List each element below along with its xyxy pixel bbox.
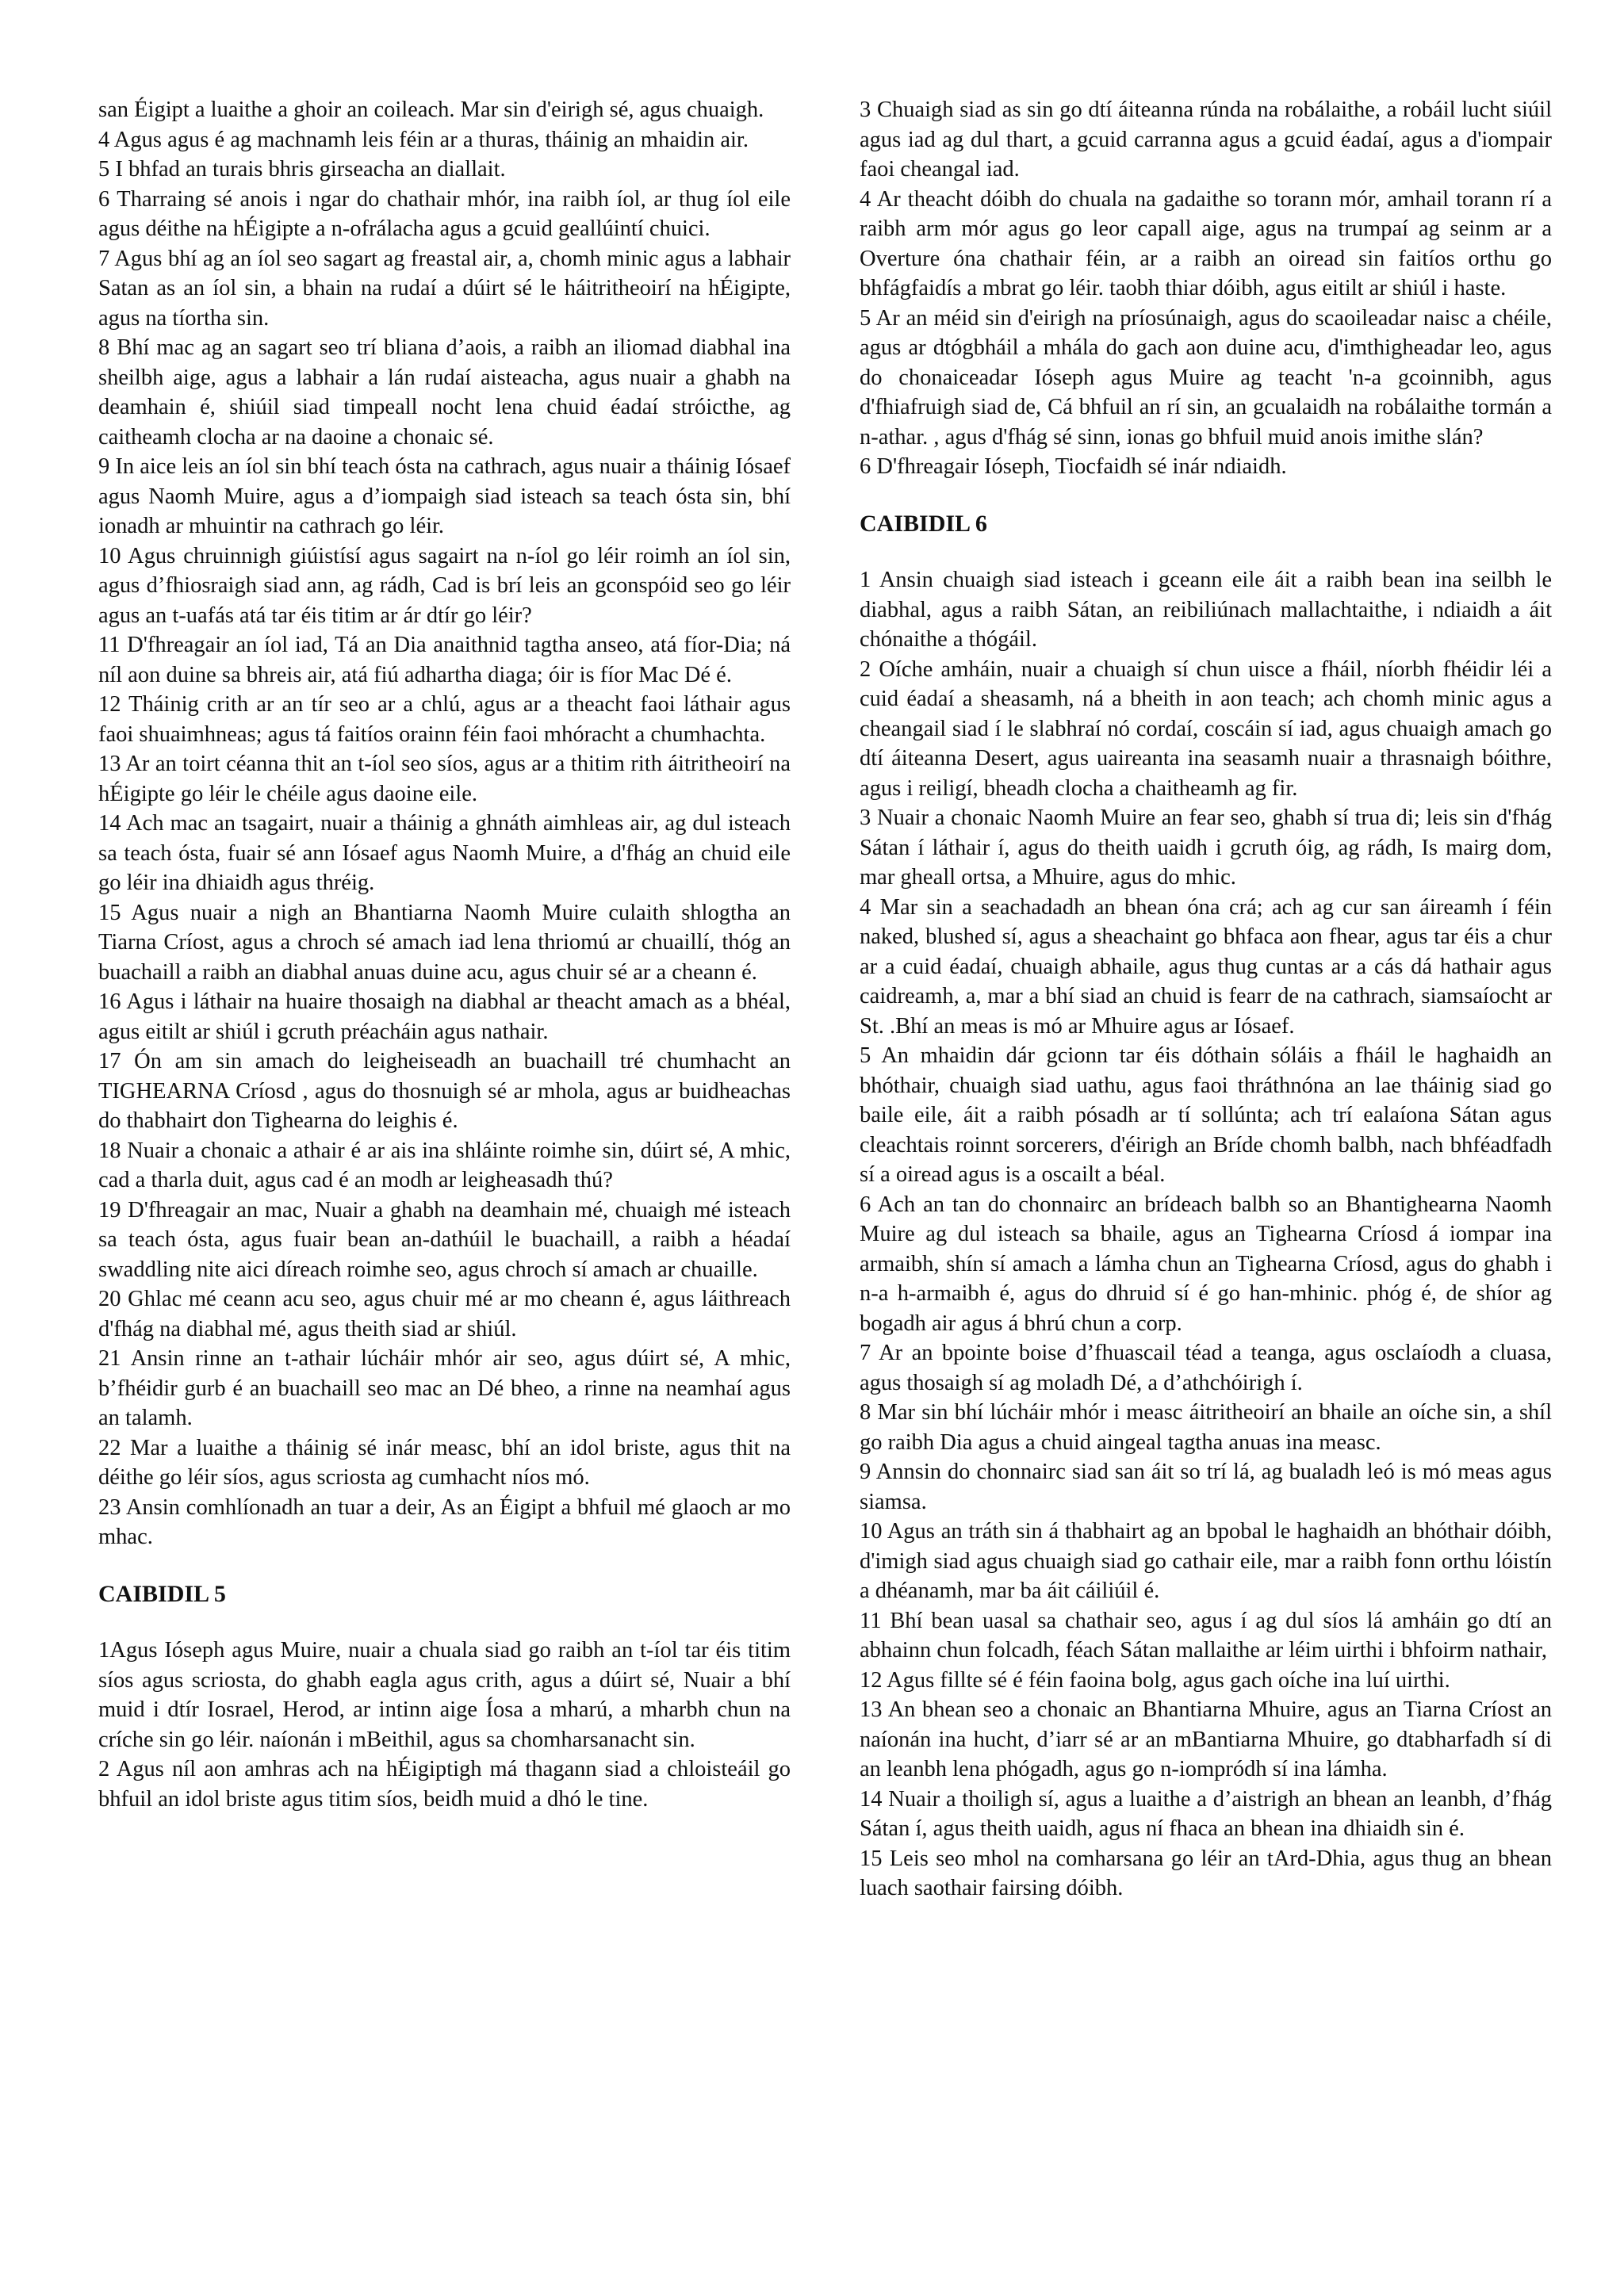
verse-paragraph: 5 I bhfad an turais bhris girseacha an diallait. — [98, 157, 506, 182]
verse-paragraph: 14 Nuair a thoiligh sí, agus a luaithe a d’aistrigh an bhean an leanbh, d’fhág Sátan í, agus theith uaidh, agus ní fhaca an bhean ina dhiaidh sin é. — [860, 1786, 1552, 1841]
chapter-heading-5: CAIBIDIL 5 — [98, 1580, 226, 1607]
verse-paragraph: 1 Ansin chuaigh siad isteach i gceann eile áit a raibh bean ina seilbh le diabhal, agus a raibh Sátan, an reibiliúnach mallachtaithe, i ndiaidh a áit chónaithe a thógáil. — [860, 568, 1552, 652]
verse-paragraph: 21 Ansin rinne an t-athair lúcháir mhór air seo, agus dúirt sé, A mhic, b’fhéidir gurb é an buachaill seo mac an Dé bheo, a rinne na neamhaí agus an talamh. — [98, 1346, 791, 1430]
verse-paragraph: 10 Agus chruinnigh giúistísí agus sagairt na n-íol go léir roimh an íol sin, agus d’fhiosraigh siad ann, ag rádh, Cad is brí leis an gconspóid seo go léir agus an t-uafás atá tar éis titim ar ár dtír go léir? — [98, 543, 791, 628]
verse-paragraph: 9 Annsin do chonnairc siad san áit so trí lá, ag bualadh leó is mó meas agus siamsa. — [860, 1460, 1552, 1514]
verse-paragraph: 3 Chuaigh siad as sin go dtí áiteanna rúnda na robálaithe, a robáil lucht siúil agus iad ag dul thart, a gcuid carranna agus a gcuid éadaí, agus a d'iompair faoi cheangal iad. — [860, 98, 1552, 182]
verse-paragraph: 15 Agus nuair a nigh an Bhantiarna Naomh Muire culaith shlogtha an Tiarna Críost, agus a chroch sé amach iad lena thriomú ar chuaillí, thóg an buachaill a raibh an diabhal anuas duine acu, agus chuir sé ar a cheann é. — [98, 900, 791, 985]
verse-paragraph: 12 Tháinig crith ar an tír seo ar a chlú, agus ar a theacht faoi láthair agus faoi shuaimhneas; agus tá faitíos orainn féin faoi mhóracht a chumhachta. — [98, 692, 791, 747]
verse-paragraph: 2 Oíche amháin, nuair a chuaigh sí chun uisce a fháil, níorbh fhéidir léi a cuid éadaí a sheasamh, ná a bheith in aon teach; ach chomh minic agus a cheangail siad í le slabhraí nó cordaí, coscáin sí iad, agus chuaigh amach go dtí áiteanna Desert, agus uaireanta ina seasamh nuair a thrasnaigh bóithre, agus i reiligí, bheadh clocha a chaitheamh ag fir. — [860, 656, 1552, 801]
verse-paragraph: 15 Leis seo mhol na comharsana go léir an tArd-Dhia, agus thug an bhean luach saothair fairsing dóibh. — [860, 1846, 1552, 1900]
verse-paragraph: 4 Mar sin a seachadadh an bhean óna crá; ach ag cur san áireamh í féin naked, blushed sí, agus a sheachaint go bhfaca aon fhear, agus tar éis a chur ar a cuid éadaí, chuaigh abhaile, agus thug cuntas ar a cás dá hathair agus caidreamh, a, mar a bhí siad an chuid is fearr de na cathrach, siamsaíocht ar St. .Bhí an meas is mó ar Mhuire agus ar Iósaef. — [860, 894, 1552, 1039]
verse-paragraph: san Éigipt a luaithe a ghoir an coileach. Mar sin d'eirigh sé, agus chuaigh. — [98, 98, 764, 122]
verse-paragraph: 6 Ach an tan do chonnairc an brídeach balbh so an Bhantighearna Naomh Muire ag dul isteach sa bhaile, agus an Tighearna Críosd á iompar ina armaibh, shín sí amach a lámha chun an Tighearna Críosd, agus do ghabh i n-a h-armaibh é, agus do dhruid sí é go han-mhinic. phóg é, de shíor ag bogadh air agus á bhrú chun a corp. — [860, 1192, 1552, 1336]
verse-paragraph: 5 Ar an méid sin d'eirigh na príosúnaigh, agus do scaoileadar naisc a chéile, agus ar dtógbháil a mhála do gach aon duine acu, d'imthigheadar leo, agus do chonaiceadar Ióseph agus Muire ag teacht 'n-a gcoinnibh, agus d'fhiafruigh siad de, Cá bhfuil an rí sin, an gcualaidh na robálaithe tormán a n-athar. , agus d'fhág sé sinn, ionas go bhfuil muid anois imithe slán? — [860, 305, 1552, 450]
verse-paragraph: 7 Ar an bpointe boise d’fhuascail téad a teanga, agus osclaíodh a cluasa, agus thosaigh sí ag moladh Dé, a d’athchóirigh í. — [860, 1341, 1552, 1395]
right-column-top-text — [860, 95, 1552, 482]
verse-paragraph: 10 Agus an tráth sin á thabhairt ag an bpobal le haghaidh an bhóthair dóibh, d'imigh siad agus chuaigh siad go cathair eile, mar a raibh fonn orthu lóistín a dhéanamh, mar ba áit cáiliúil é. — [860, 1519, 1552, 1603]
verse-paragraph: 22 Mar a luaithe a tháinig sé inár measc, bhí an idol briste, agus thit na déithe go léir síos, agus scriosta ag cumhacht níos mó. — [98, 1435, 791, 1490]
verse-paragraph: 16 Agus i láthair na huaire thosaigh na diabhal ar theacht amach as a bhéal, agus eitilt ar shiúl i gcruth préacháin agus nathair. — [98, 989, 791, 1044]
verse-paragraph: 13 Ar an toirt céanna thit an t-íol seo síos, agus ar a thitim rith áitritheoirí na hÉigipte go léir le chéile agus daoine eile. — [98, 752, 791, 806]
verse-paragraph: 4 Agus agus é ag machnamh leis féin ar a thuras, tháinig an mhaidin air. — [98, 127, 749, 152]
verse-paragraph: 7 Agus bhí ag an íol seo sagart ag freastal air, a, chomh minic agus a labhair Satan as an íol sin, a bhain na rudaí a dúirt sé le háitritheoirí na hÉigipte, agus na tíortha sin. — [98, 246, 791, 331]
left-column-bottom-text — [98, 1636, 791, 1814]
right-column-bottom-text — [860, 565, 1552, 1904]
verse-paragraph: 9 In aice leis an íol sin bhí teach ósta na cathrach, agus nuair a tháinig Iósaef agus Naomh Muire, agus a d’iompaigh siad isteach sa teach ósta sin, bhí ionadh ar mhuintir na cathrach go léir. — [98, 454, 791, 538]
verse-paragraph: 6 D'fhreagair Ióseph, Tiocfaidh sé inár ndiaidh. — [860, 454, 1287, 479]
verse-paragraph: 18 Nuair a chonaic a athair é ar ais ina shláinte roimhe sin, dúirt sé, A mhic, cad a tharla duit, agus cad é an modh ar leigheasadh thú? — [98, 1138, 791, 1192]
verse-paragraph: 3 Nuair a chonaic Naomh Muire an fear seo, ghabh sí trua di; leis sin d'fhág Sátan í láthair í, agus do theith uaidh i gcruth óig, ag rádh, Is mairg dom, mar gheall ortsa, a Mhuire, agus do mhic. — [860, 806, 1552, 890]
verse-paragraph: 17 Ón am sin amach do leigheiseadh an buachaill tré chumhacht an TIGHEARNA Críosd , agus do thosnuigh sé ar mhola, agus ar buidheachas do thabhairt don Tighearna do leighis é. — [98, 1049, 791, 1133]
verse-paragraph: 4 Ar theacht dóibh do chuala na gadaithe so torann mór, amhail torann rí a raibh arm mór agus go leor capall aige, agus na trumpaí ag seinm ar a Overture óna chathair féin, ar a raibh an oiread sin faitíos orthu go bhfágfaidís a mbrat go léir. taobh thiar dóibh, agus eitilt ar shiúl i haste. — [860, 186, 1552, 300]
left-column-top-text — [98, 95, 791, 1552]
verse-paragraph: 12 Agus fillte sé é féin faoina bolg, agus gach oíche ina luí uirthi. — [860, 1667, 1450, 1693]
verse-paragraph: 11 Bhí bean uasal sa chathair seo, agus í ag dul síos lá amháin go dtí an abhainn chun folcadh, féach Sátan mallaithe ar léim uirthi i bhfoirm nathair, — [860, 1608, 1552, 1663]
verse-paragraph: 6 Tharraing sé anois i ngar do chathair mhór, ina raibh íol, ar thug íol eile agus déithe na hÉigipte a n-ofrálacha agus a gcuid geallúintí chuici. — [98, 186, 791, 241]
verse-paragraph: 5 An mhaidin dár gcionn tar éis dóthain sóláis a fháil le haghaidh an bhóthair, chuaigh siad uathu, agus faoi thráthnóna an lae tháinig siad go baile eile, áit a raibh pósadh ar tí sollúnta; ach trí ealaíona Sátan agus cleachtais roinnt sorcerers, d'éirigh an Bríde chomh balbh, nach bhféadfadh sí a oiread agus is a oscailt a béal. — [860, 1043, 1552, 1187]
left-column — [98, 95, 791, 1814]
verse-paragraph: 23 Ansin comhlíonadh an tuar a deir, As an Éigipt a bhfuil mé glaoch ar mo mhac. — [98, 1494, 791, 1549]
right-column — [860, 95, 1552, 1904]
verse-paragraph: 11 D'fhreagair an íol iad, Tá an Dia anaithnid tagtha anseo, atá fíor-Dia; ná níl aon duine sa bhreis air, atá fiú adhartha diaga; óir is fíor Mac Dé é. — [98, 633, 791, 687]
verse-paragraph: 13 An bhean seo a chonaic an Bhantiarna Mhuire, agus an Tiarna Críost an naíonán ina hucht, d’iarr sé ar an mBantiarna Mhuire, go dtabharfadh sí di an leanbh lena phógadh, agus go n-iompródh sí ina lámha. — [860, 1697, 1552, 1781]
verse-paragraph: 14 Ach mac an tsagairt, nuair a tháinig a ghnáth aimhleas air, ag dul isteach sa teach ósta, fuair sé ann Iósaef agus Naomh Muire, a d'fhág an chuid eile go léir ina dhiaidh agus thréig. — [98, 811, 791, 895]
verse-paragraph: 8 Bhí mac ag an sagart seo trí bliana d’aois, a raibh an iliomad diabhal ina sheilbh aige, agus a labhair a lán rudaí aisteacha, agus nuair a ghabh na deamhain é, shiúil siad timpeall nocht lena chuid éadaí stróicthe, ag caitheamh clocha ar na daoine a chonaic sé. — [98, 335, 791, 450]
chapter-heading-6: CAIBIDIL 6 — [860, 510, 987, 537]
verse-paragraph: 1Agus Ióseph agus Muire, nuair a chuala siad go raibh an t-íol tar éis titim síos agus scriosta, do ghabh eagla agus crith, agus a dúirt sé, Nuair a bhí muid i dtír Iosrael, Herod, ar intinn aige Íosa a mharú, a mharbh chun na críche sin go léir. naíonán i mBeithil, agus sa chomharsanacht sin. — [98, 1638, 791, 1752]
verse-paragraph: 2 Agus níl aon amhras ach na hÉigiptigh má thagann siad a chloisteáil go bhfuil an idol briste agus titim síos, beidh muid a dhó le tine. — [98, 1757, 791, 1812]
verse-paragraph: 19 D'fhreagair an mac, Nuair a ghabh na deamhain mé, chuaigh mé isteach sa teach ósta, agus fuair bean an-dathúil le buachaill, a raibh a héadaí swaddling nite aici díreach roimhe seo, agus chroch sí amach ar chuaille. — [98, 1197, 791, 1282]
verse-paragraph: 20 Ghlac mé ceann acu seo, agus chuir mé ar mo cheann é, agus láithreach d'fhág na diabhal mé, agus theith siad ar shiúl. — [98, 1287, 791, 1341]
verse-paragraph: 8 Mar sin bhí lúcháir mhór i measc áitritheoirí an bhaile an oíche sin, a shíl go raibh Dia agus a chuid aingeal tagtha anuas ina measc. — [860, 1400, 1552, 1455]
